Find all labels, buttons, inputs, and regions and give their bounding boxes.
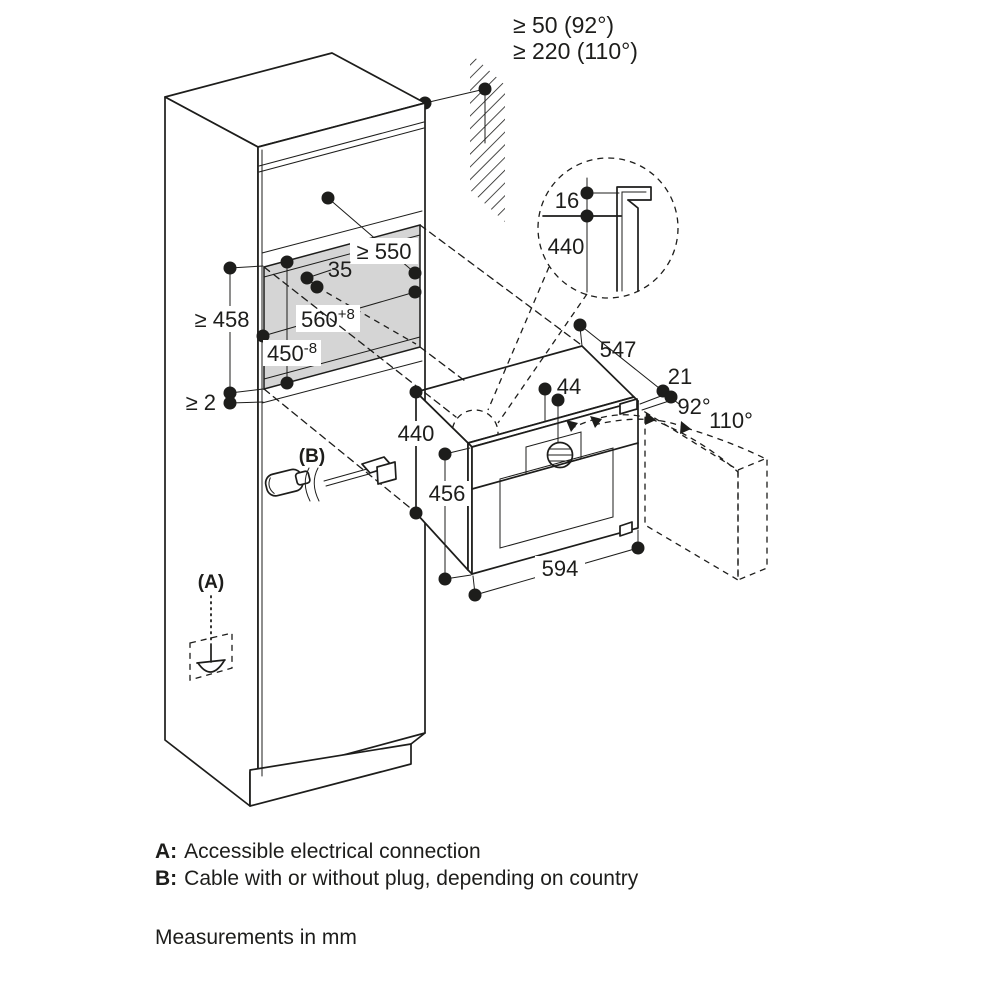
legend-row-a: A: Accessible electrical connection	[155, 840, 481, 863]
wall-clearance-92: ≥ 50 (92°)	[513, 12, 615, 38]
legend-row-b: B: Cable with or without plug, depending on country	[155, 867, 639, 890]
dim-angle-110: 110°	[709, 408, 753, 433]
dim-door-proud: 21	[667, 364, 693, 389]
dim-niche-reveal: 35	[327, 257, 353, 282]
legend	[155, 840, 639, 949]
label-b: (B)	[298, 446, 326, 467]
door-open-92	[645, 412, 738, 580]
oven	[416, 346, 638, 574]
dim-oven-height: 440	[397, 421, 435, 446]
dim-niche-width: $560^{+8}$	[301, 306, 355, 332]
wall-hatch	[419, 53, 506, 222]
measurements-note: Measurements in mm	[155, 926, 357, 949]
tall-cabinet	[165, 53, 425, 806]
dim-angle-92: 92°	[677, 394, 711, 419]
dim-front-height: 456	[428, 481, 466, 506]
dim-detail-height: 440	[547, 234, 585, 259]
dim-niche-height: $450^{-8}$	[267, 340, 318, 366]
label-a: (A)	[197, 572, 225, 593]
dim-niche-depth: ≥ 550	[356, 239, 412, 264]
door-open-110	[738, 458, 767, 580]
arc-arrow-4	[680, 421, 691, 434]
dim-control-offset: 44	[556, 374, 582, 399]
dim-niche-bottom-gap: ≥ 2	[185, 390, 216, 415]
dim-niche-min-height: ≥ 458	[194, 307, 250, 332]
wall-clearance-110: ≥ 220 (110°)	[513, 38, 638, 64]
dim-flange-overlap: 16	[554, 188, 580, 213]
dim-oven-depth: 547	[599, 337, 637, 362]
dim-oven-width: 594	[541, 556, 579, 581]
